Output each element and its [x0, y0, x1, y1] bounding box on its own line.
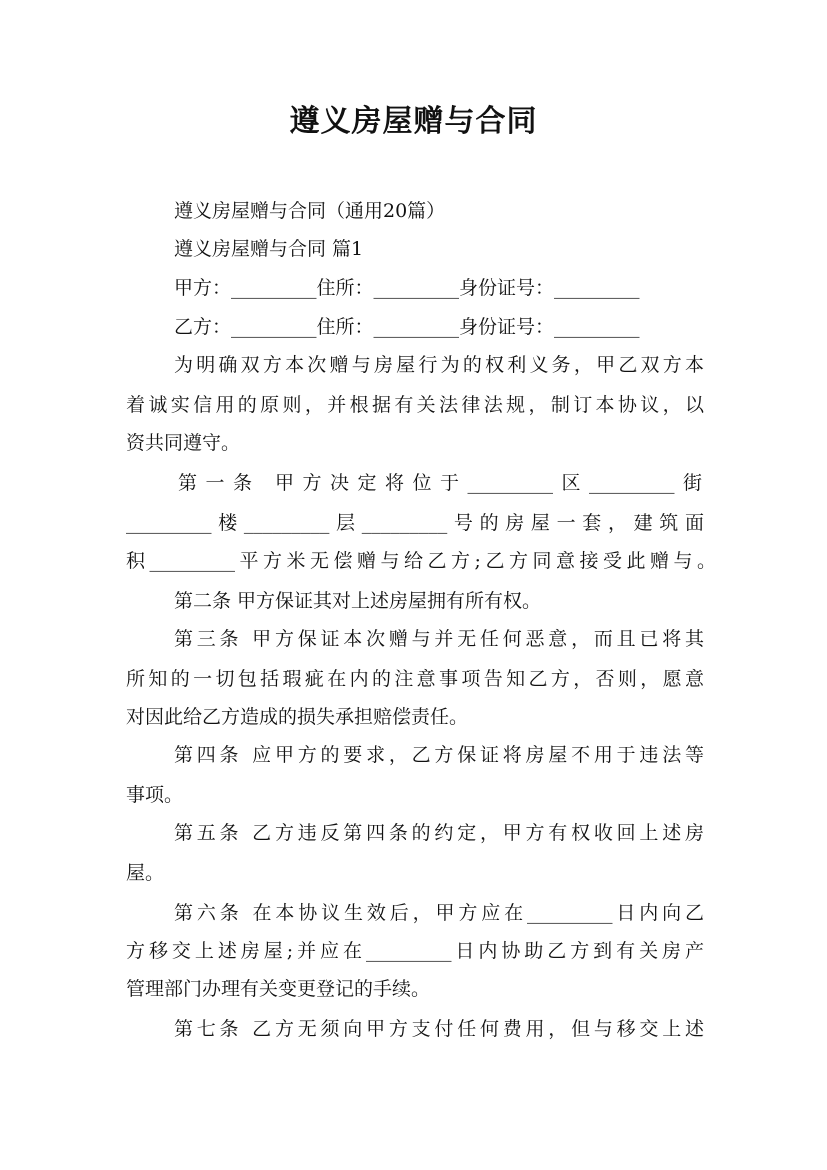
- article-5-line: 屋。: [126, 862, 165, 884]
- article-3-line: 对因此给乙方造成的损失承担赔偿责任。: [126, 706, 469, 728]
- article-1-line: 第一条 甲方决定将位于_________区_________街: [178, 472, 702, 494]
- section-heading: 遵义房屋赠与合同 篇1: [174, 238, 364, 260]
- article-2-line: 第二条 甲方保证其对上述房屋拥有所有权。: [174, 590, 542, 612]
- article-4-line: 事项。: [126, 784, 184, 806]
- article-3-line: 所知的一切包括瑕疵在内的注意事项告知乙方，否则，愿意: [126, 668, 704, 690]
- party-a-line: 甲方：_________住所：_________身份证号：_________: [174, 277, 640, 299]
- article-4-line: 第四条 应甲方的要求，乙方保证将房屋不用于违法等: [174, 744, 704, 766]
- article-5-line: 第五条 乙方违反第四条的约定，甲方有权收回上述房: [174, 822, 704, 844]
- article-3-line: 第三条 甲方保证本次赠与并无任何恶意，而且已将其: [174, 628, 704, 650]
- article-6-line: 管理部门办理有关变更登记的手续。: [126, 978, 431, 1000]
- article-6-line: 第六条 在本协议生效后，甲方应在_________日内向乙: [174, 902, 704, 924]
- preamble-line: 资共同遵守。: [126, 432, 241, 454]
- party-b-line: 乙方：_________住所：_________身份证号：_________: [174, 316, 640, 338]
- preamble-line: 为明确双方本次赠与房屋行为的权利义务，甲乙双方本: [174, 354, 704, 376]
- document-title: 遵义房屋赠与合同: [289, 104, 538, 139]
- article-1-line: _________楼_________层_________号的房屋一套，建筑面: [126, 512, 704, 534]
- article-1-line: 积_________平方米无偿赠与给乙方;乙方同意接受此赠与。: [126, 550, 716, 572]
- article-6-line: 方移交上述房屋;并应在_________日内协助乙方到有关房产: [126, 940, 704, 962]
- preamble-line: 着诚实信用的原则，并根据有关法律法规，制订本协议，以: [126, 394, 704, 416]
- article-7-line: 第七条 乙方无须向甲方支付任何费用，但与移交上述: [174, 1018, 704, 1040]
- subtitle-line: 遵义房屋赠与合同（通用20篇）: [174, 200, 446, 222]
